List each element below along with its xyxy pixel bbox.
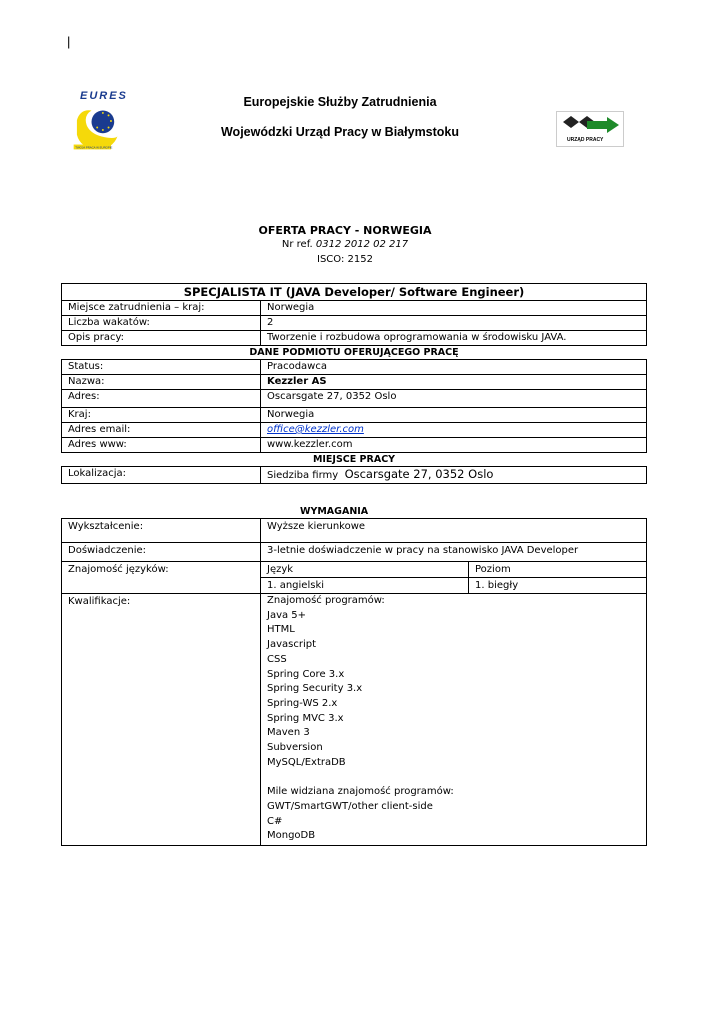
eures-wordmark: EURES xyxy=(80,90,128,102)
table-row xyxy=(62,543,647,562)
level-header: Poziom xyxy=(469,562,647,578)
table-row xyxy=(62,562,647,578)
table-row xyxy=(62,331,647,346)
table-row xyxy=(62,375,647,390)
list-item: Znajomość programów: xyxy=(267,595,385,606)
row-label: Miejsce zatrudnienia – kraj: xyxy=(62,301,261,316)
location-address: Oscarsgate 27, 0352 Oslo xyxy=(344,467,494,481)
list-item: Maven 3 xyxy=(267,727,310,739)
table-row xyxy=(62,316,647,331)
ref-label: Nr ref. xyxy=(281,239,313,250)
row-value: 3-letnie doświadczenie w pracy na stanowisko JAVA Developer xyxy=(261,543,647,562)
employer-section-heading: DANE PODMIOTU OFERUJĄCEGO PRACĘ xyxy=(62,346,647,360)
list-item: MySQL/ExtraDB xyxy=(267,756,346,768)
svg-text:TWOJA PRACA W EUROPIE: TWOJA PRACA W EUROPIE xyxy=(75,145,113,150)
header-line1: Europejskie Służby Zatrudnienia xyxy=(243,95,437,109)
logo-text: URZĄD PRACY xyxy=(567,137,604,143)
list-item: CSS xyxy=(267,653,287,665)
requirements-table xyxy=(61,518,647,846)
list-item: MongoDB xyxy=(267,830,316,842)
requirements-title: WYMAGANIA xyxy=(300,506,369,517)
row-label: Status: xyxy=(62,360,261,375)
table-row xyxy=(62,438,647,453)
row-label: Wykształcenie: xyxy=(62,519,261,543)
language-value: 1. angielski xyxy=(261,578,469,594)
list-item: HTML xyxy=(267,624,295,636)
row-label: Adres www: xyxy=(62,438,261,453)
list-item: C# xyxy=(267,815,283,827)
row-value: Norwegia xyxy=(261,301,647,316)
offer-title: OFERTA PRACY - NORWEGIA xyxy=(258,224,432,237)
level-value: 1. biegły xyxy=(469,578,647,594)
place-section-heading: MIEJSCE PRACY xyxy=(62,453,647,467)
row-value: Wyższe kierunkowe xyxy=(261,519,647,543)
list-item: Spring Security 3.x xyxy=(267,683,363,695)
row-label: Kwalifikacje: xyxy=(62,594,261,846)
row-value: Tworzenie i rozbudowa oprogramowania w środowisku JAVA. xyxy=(261,331,647,346)
row-label: Nazwa: xyxy=(62,375,261,390)
header-line2: Wojewódzki Urząd Pracy w Białymstoku xyxy=(220,125,460,139)
table-row xyxy=(62,408,647,423)
employer-name: Kezzler AS xyxy=(261,375,647,390)
ref-value: 0312 2012 02 217 xyxy=(315,239,409,250)
isco-code: ISCO: 2152 xyxy=(317,254,373,265)
offer-table xyxy=(61,283,647,484)
list-item: Mile widziana znajomość programów: xyxy=(267,786,454,798)
table-row xyxy=(62,360,647,375)
table-row xyxy=(62,301,647,316)
location-value xyxy=(261,467,647,484)
list-item: Spring Core 3.x xyxy=(267,668,345,680)
row-label: Doświadczenie: xyxy=(62,543,261,562)
offer-ref xyxy=(200,239,490,250)
urzad-pracy-logo xyxy=(556,111,624,147)
row-value: 2 xyxy=(261,316,647,331)
language-header: Język xyxy=(261,562,469,578)
table-row xyxy=(62,467,647,484)
table-row xyxy=(62,390,647,408)
location-prefix: Siedziba firmy xyxy=(267,470,339,481)
qualifications-list xyxy=(261,594,647,846)
list-item: Spring MVC 3.x xyxy=(267,712,344,724)
row-value: Oscarsgate 27, 0352 Oslo xyxy=(261,390,647,408)
list-item: Javascript xyxy=(267,639,316,651)
website-value: www.kezzler.com xyxy=(261,438,647,453)
list-item: Java 5+ xyxy=(267,609,307,621)
list-item: Subversion xyxy=(267,742,323,754)
list-item: Spring-WS 2.x xyxy=(267,697,338,709)
eures-logo xyxy=(66,104,130,164)
list-item: GWT/SmartGWT/other client-side xyxy=(267,800,433,812)
table-row xyxy=(62,519,647,543)
email-link[interactable]: office@kezzler.com xyxy=(267,424,364,435)
row-label: Liczba wakatów: xyxy=(62,316,261,331)
page-mark: | xyxy=(67,34,71,49)
row-label: Opis pracy: xyxy=(62,331,261,346)
table-row xyxy=(62,594,647,846)
table-row xyxy=(62,423,647,438)
list-spacer xyxy=(267,770,640,785)
row-value: Pracodawca xyxy=(261,360,647,375)
row-value: Norwegia xyxy=(261,408,647,423)
row-label: Adres: xyxy=(62,390,261,408)
position-title: SPECJALISTA IT (JAVA Developer/ Software Engineer) xyxy=(62,284,647,301)
row-label: Znajomość języków: xyxy=(62,562,261,594)
row-label: Lokalizacja: xyxy=(62,467,261,484)
row-label: Kraj: xyxy=(62,408,261,423)
row-label: Adres email: xyxy=(62,423,261,438)
